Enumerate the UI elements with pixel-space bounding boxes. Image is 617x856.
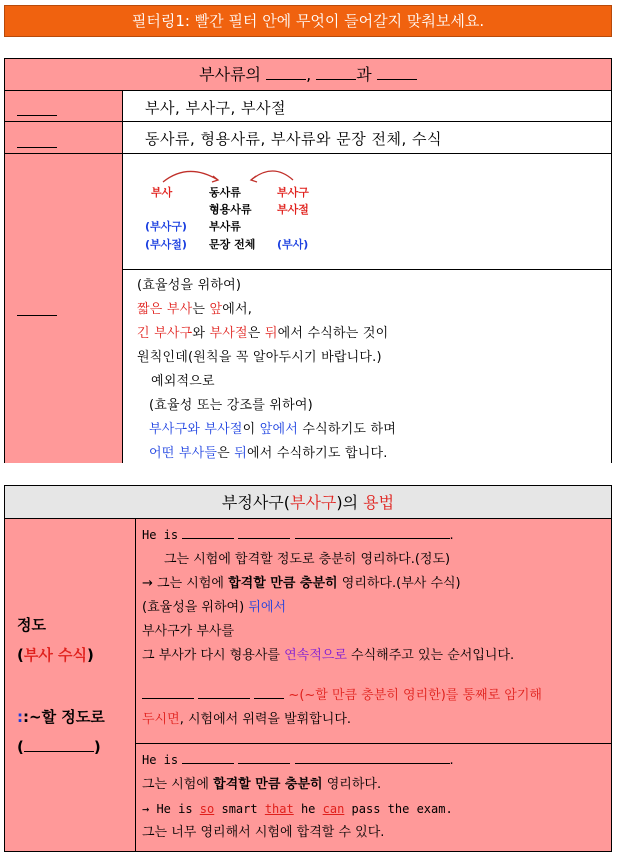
diagram-adverb-phrase: (부사구) xyxy=(145,220,187,233)
section-divider xyxy=(136,743,611,744)
fill-blank[interactable] xyxy=(316,66,356,80)
answer-blank[interactable]: ( ) xyxy=(17,738,101,756)
fill-blank[interactable] xyxy=(17,302,57,316)
diagram-target-2: 형용사류 xyxy=(209,203,252,216)
example-line: He is . xyxy=(142,528,454,543)
banner-text: 필터링1: 빨간 필터 안에 무엇이 들어갈지 맞춰보세요. xyxy=(131,12,485,30)
instruction-banner xyxy=(4,5,612,37)
label-cell xyxy=(5,154,123,463)
table-row-position xyxy=(5,154,611,463)
explanation-line: 긴 부사구와 부사절은 뒤에서 수식하는 것이 xyxy=(137,326,389,341)
example-line: ~(~할 만큼 충분히 영리한)를 통째로 암기해 xyxy=(142,684,607,708)
lower-section xyxy=(142,748,607,845)
meaning-label: ::~할 정도로 xyxy=(17,708,105,726)
infinitive-table xyxy=(4,485,612,852)
table-row-targets xyxy=(5,122,611,154)
kinds-text: 부사, 부사구, 부사절 xyxy=(145,99,286,117)
diagram-adverb-clause: (부사절) xyxy=(145,238,187,251)
adverb-table-header xyxy=(5,59,611,91)
example-line: → 그는 시험에 합격할 만큼 충분히 영리하다.(부사 수식) xyxy=(142,576,461,591)
right-arrow-icon xyxy=(251,171,293,180)
fill-blank[interactable] xyxy=(377,66,417,80)
example-line: → He is so smart that he can pass the exam. xyxy=(142,802,453,816)
usage-content-cell xyxy=(136,519,611,851)
modification-diagram xyxy=(123,154,611,270)
explanation-line: 원칙인데(원칙을 꼭 알아두시기 바랍니다.) xyxy=(137,350,382,365)
example-line: 그 부사가 다시 형용사를 연속적으로 수식해주고 있는 순서입니다. xyxy=(142,648,515,663)
fill-blank[interactable] xyxy=(266,66,306,80)
adverb-modify-label: (부사 수식) xyxy=(17,646,94,664)
left-arrow-icon xyxy=(163,171,218,182)
explanation-line: 예외적으로 xyxy=(151,374,215,389)
fill-blank[interactable] xyxy=(17,102,57,116)
example-line: He is . xyxy=(142,753,454,768)
targets-text: 동사류, 형용사류, 부사류와 문장 전체, 수식 xyxy=(145,130,442,148)
arrow-graphic xyxy=(143,158,343,198)
diagram-target-4: 문장 전체 xyxy=(209,238,256,251)
diagram-right-phrase: 부사구 xyxy=(277,186,309,199)
content-cell xyxy=(123,122,611,153)
diagram-target-1: 동사류 xyxy=(209,186,241,199)
fill-blank[interactable] xyxy=(17,134,57,148)
diagram-adverb: 부사 xyxy=(151,186,173,199)
explanation-line: 부사구와 부사절이 앞에서 수식하기도 하며 xyxy=(149,422,396,437)
position-explanation xyxy=(137,274,603,466)
diagram-target-3: 부사류 xyxy=(209,220,241,233)
example-line: 부사구가 부사를 xyxy=(142,624,235,639)
explanation-line: (효율성 또는 강조를 위하여) xyxy=(149,398,313,413)
header-prefix: 부사류의 xyxy=(199,65,261,84)
explanation-line: (효율성을 위하여) xyxy=(137,278,242,293)
diagram-right-adverb: (부사) xyxy=(277,238,309,251)
label-cell xyxy=(5,91,123,121)
infinitive-table-header: 부정사구(부사구)의 용법 xyxy=(5,486,611,519)
content-cell xyxy=(123,91,611,121)
content-cell xyxy=(123,154,611,463)
explanation-line: 어떤 부사들은 뒤에서 수식하기도 합니다. xyxy=(149,446,388,461)
upper-section xyxy=(142,523,607,732)
diagram-right-clause: 부사절 xyxy=(277,203,309,216)
label-cell xyxy=(5,122,123,153)
header-comma: , xyxy=(306,65,312,84)
example-line: 그는 너무 영리해서 시험에 합격할 수 있다. xyxy=(142,825,385,840)
example-line: (효율성을 위하여) 뒤에서 xyxy=(142,600,287,615)
example-line: 그는 시험에 합격할 만큼 충분히 영리하다. xyxy=(142,777,382,792)
example-line: 그는 시험에 합격할 정도로 충분히 영리하다.(정도) xyxy=(164,552,451,567)
table-row-kinds xyxy=(5,91,611,122)
example-line: 두시면, 시험에서 위력을 발휘합니다. xyxy=(142,712,352,727)
usage-label-cell xyxy=(5,519,136,851)
explanation-line: 짧은 부사는 앞에서, xyxy=(137,302,253,317)
degree-label: 정도 xyxy=(17,616,46,634)
header-and: 과 xyxy=(356,65,372,84)
adverb-table xyxy=(4,58,612,463)
